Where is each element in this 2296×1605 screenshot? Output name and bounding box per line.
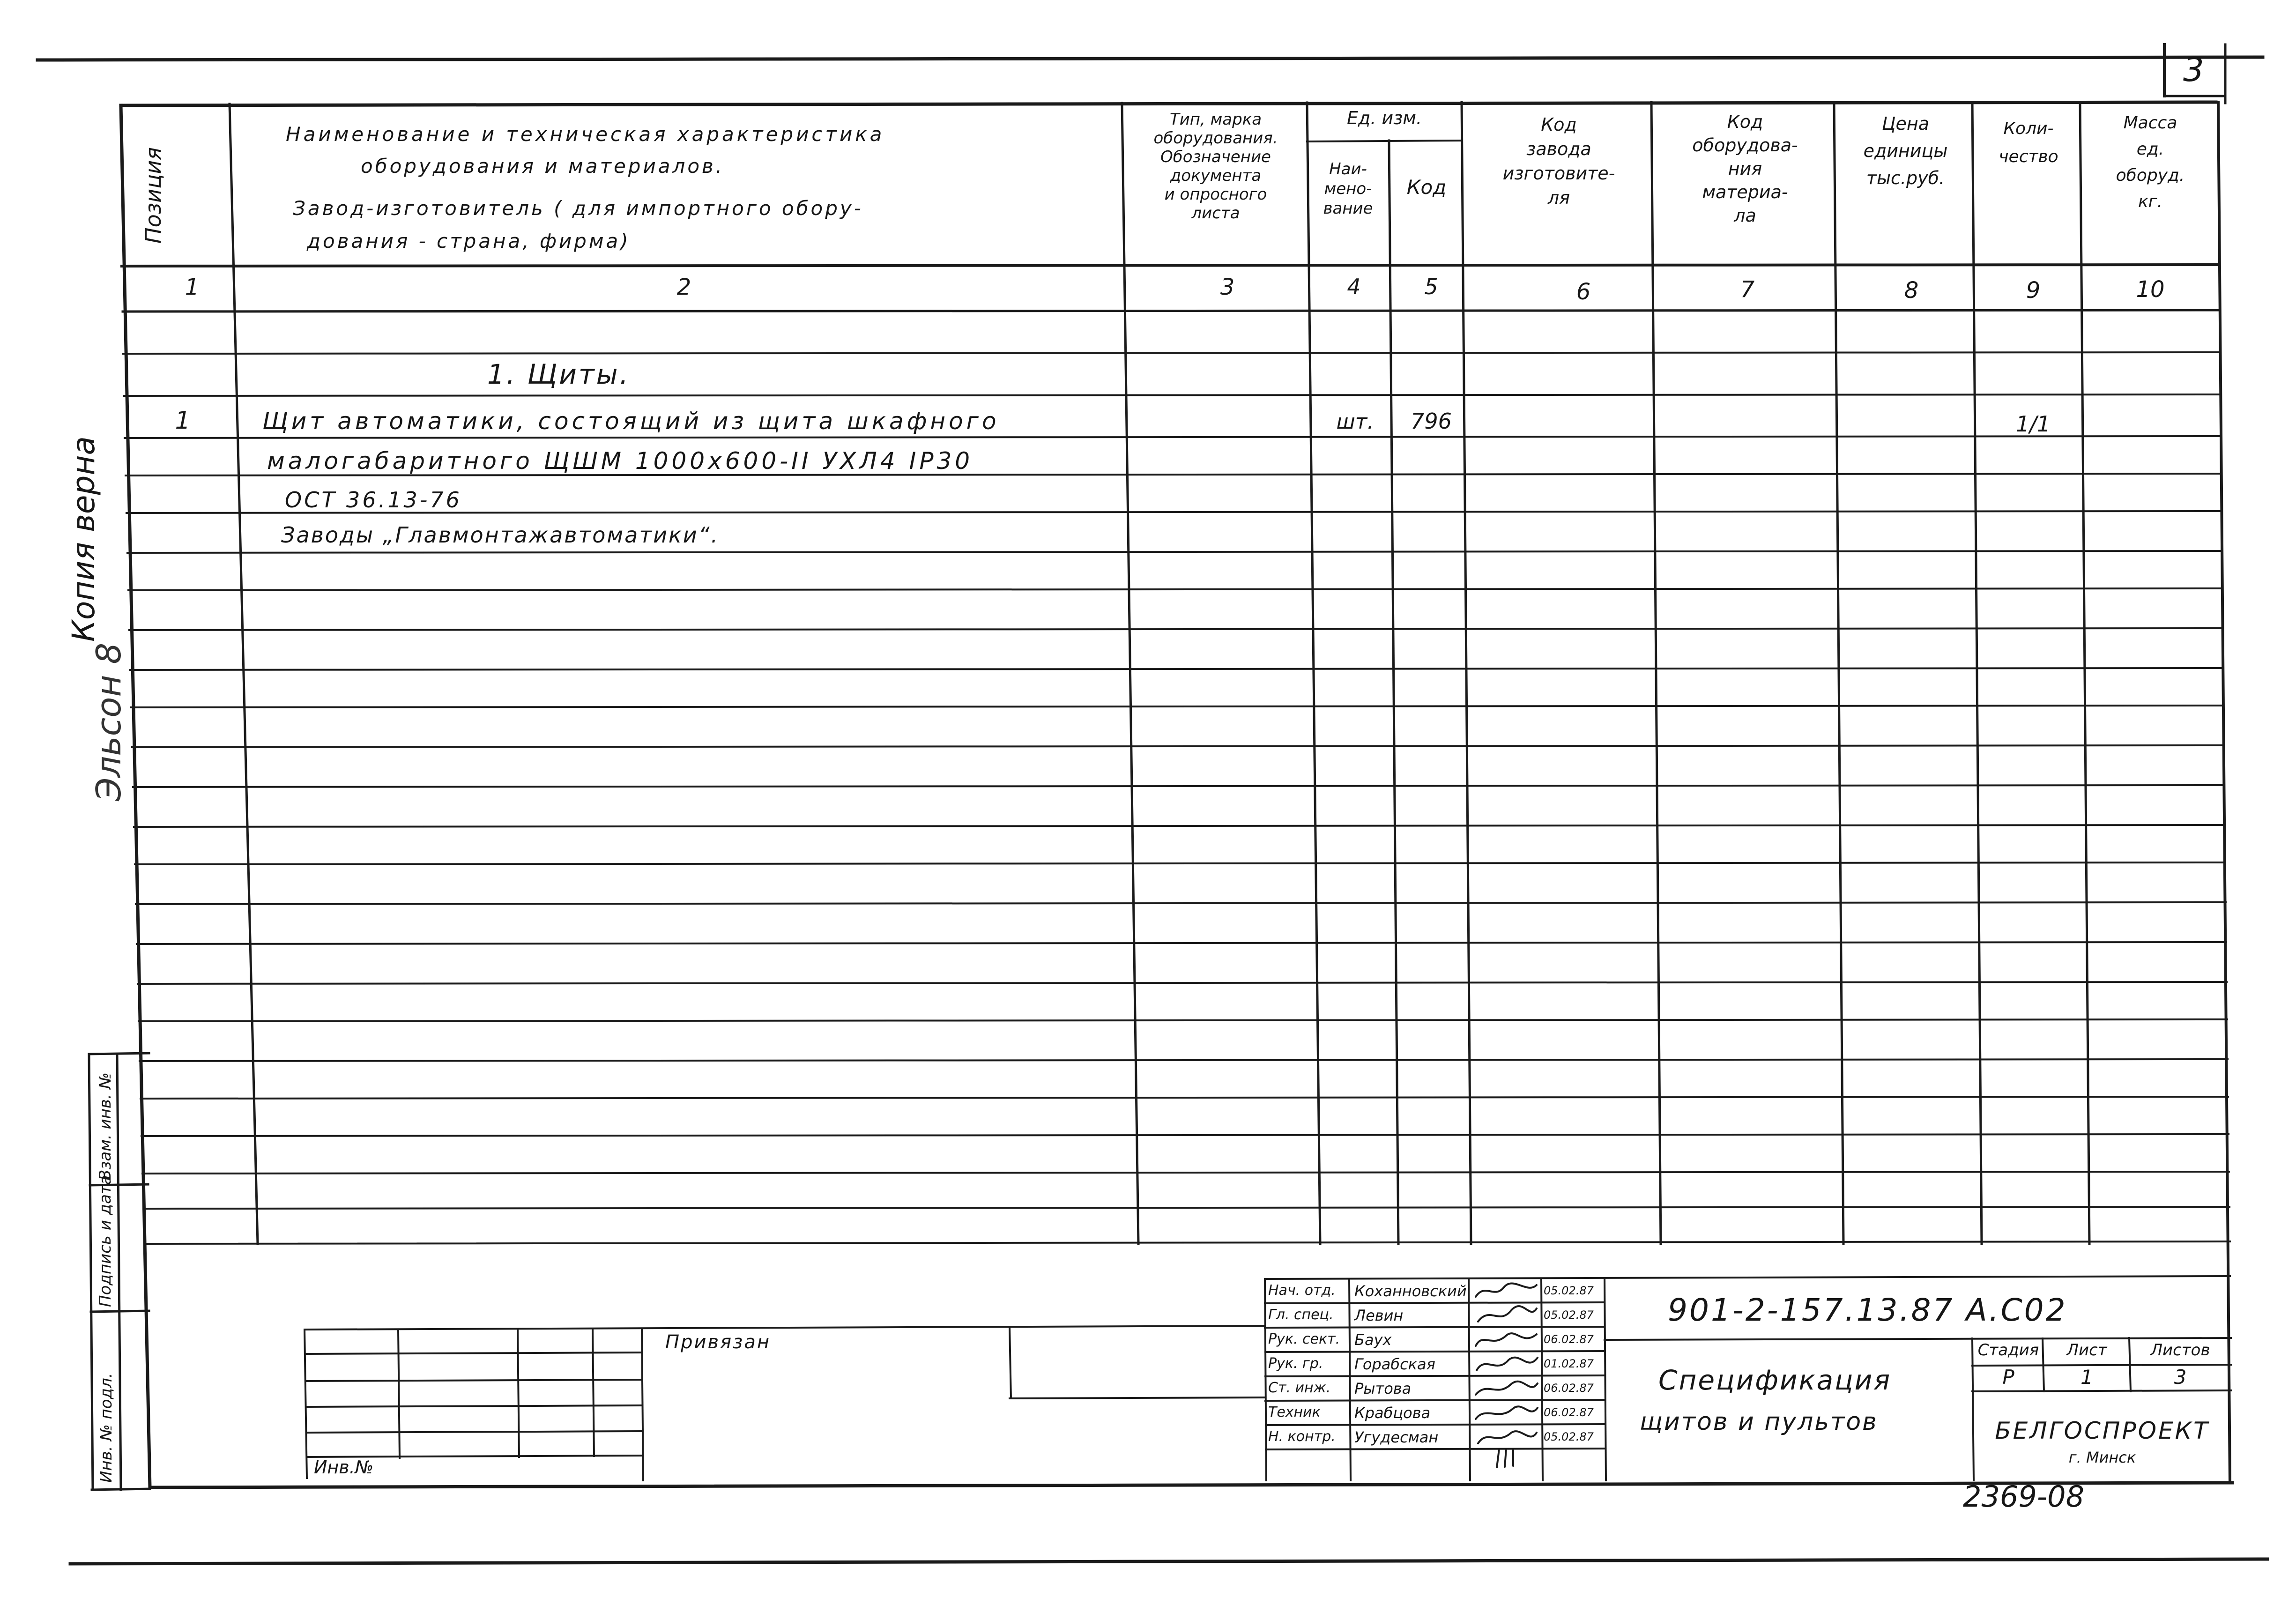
header-price-line: тыс.руб.	[1866, 168, 1945, 188]
role-label: Ст. инж.	[1268, 1380, 1331, 1396]
column-number: 4	[1347, 274, 1361, 299]
header-unit-code: Код	[1406, 176, 1447, 199]
header-plant-code-line: Код	[1541, 114, 1577, 135]
copy-note: Копия верна	[66, 436, 102, 642]
organization-name: БЕЛГОСПРОЕКТ	[1995, 1417, 2210, 1444]
header-unit-name	[1307, 159, 1389, 218]
header-type-line: Обозначение	[1160, 148, 1271, 166]
person-name: Баух	[1354, 1331, 1392, 1349]
header-position: Позиция	[141, 147, 166, 244]
section-title: 1. Щиты.	[487, 358, 630, 390]
column-number: 2	[676, 274, 691, 300]
header-mass-line: ед.	[2136, 140, 2164, 159]
sheet-value: 1	[2081, 1366, 2093, 1389]
item-position: 1	[175, 407, 191, 435]
sign-date: 06.02.87	[1544, 1333, 1594, 1346]
person-name: Левин	[1354, 1307, 1404, 1324]
header-type-line: и опросного	[1164, 185, 1267, 204]
column-number: 5	[1424, 274, 1438, 299]
header-type-line: Тип, марка	[1169, 110, 1262, 129]
header-type-line: листа	[1191, 204, 1240, 223]
header-price	[1836, 110, 1975, 192]
binding-label: Привязан	[665, 1331, 771, 1353]
person-name: Крабцова	[1354, 1404, 1431, 1422]
header-equipment-code	[1654, 110, 1836, 227]
header-type-line: оборудования.	[1153, 129, 1278, 148]
header-equipment-code-line: Код	[1727, 111, 1763, 132]
stamp-vzam: Взам. инв. №	[96, 1072, 115, 1181]
margin-signature: Эльсон 8	[89, 642, 128, 801]
signatures-drawing	[1471, 1280, 1541, 1468]
sheets-value: 3	[2174, 1366, 2187, 1389]
column-number: 1	[185, 274, 200, 300]
sign-date: 06.02.87	[1544, 1406, 1594, 1419]
header-price-line: единицы	[1863, 141, 1948, 161]
sign-date: 05.02.87	[1544, 1308, 1594, 1322]
document-title-line1: Спецификация	[1658, 1364, 1892, 1396]
header-unit-name-line: Наи-	[1329, 160, 1367, 178]
header-name-line3: Завод-изготовитель ( для импортного обору-	[293, 197, 863, 220]
role-label: Техник	[1268, 1404, 1321, 1420]
sign-date: 05.02.87	[1544, 1430, 1594, 1443]
item-line: Щит автоматики, состоящий из щита шкафного	[262, 408, 1000, 435]
item-line: ОСТ 36.13-76	[285, 487, 462, 513]
header-unit-name-line: мено-	[1324, 179, 1372, 198]
header-equipment-code-line: оборудова-	[1692, 135, 1798, 156]
header-quantity-line: Коли-	[2003, 119, 2054, 138]
header-equipment-code-line: ния	[1728, 158, 1762, 179]
header-plant-code-line: ля	[1547, 187, 1570, 208]
column-number: 8	[1904, 277, 1919, 304]
header-plant-code-line: завода	[1526, 139, 1591, 159]
column-number: 10	[2136, 276, 2165, 303]
person-name: Рытова	[1354, 1380, 1412, 1397]
archive-number: 2369-08	[1963, 1479, 2085, 1514]
header-unit-name-line: вание	[1323, 199, 1373, 218]
role-label: Гл. спец.	[1268, 1307, 1334, 1323]
header-mass-line: Масса	[2123, 113, 2177, 133]
header-quantity	[1975, 115, 2082, 171]
person-name: Коханновский	[1354, 1282, 1467, 1300]
stage-header: Стадия	[1977, 1341, 2039, 1360]
sheets-header: Листов	[2150, 1341, 2210, 1360]
stage-value: Р	[2002, 1366, 2014, 1389]
header-mass-line: оборуд.	[2116, 166, 2185, 185]
header-name-line1: Наименование и техническая характеристика	[286, 123, 885, 146]
page-number: 3	[2183, 51, 2204, 89]
organization-city: г. Минск	[2068, 1449, 2136, 1466]
header-quantity-line: чество	[1999, 147, 2058, 166]
header-unit-group: Ед. изм.	[1346, 108, 1422, 128]
header-equipment-code-line: ла	[1734, 205, 1756, 226]
item-quantity: 1/1	[2015, 411, 2051, 437]
header-plant-code	[1464, 112, 1654, 210]
sign-date: 05.02.87	[1544, 1284, 1594, 1297]
header-mass	[2082, 110, 2218, 215]
column-number: 9	[2026, 277, 2041, 304]
item-line: малогабаритного ЩШМ 1000х600-II УХЛ4 IP30	[267, 447, 973, 475]
header-price-line: Цена	[1881, 113, 1929, 134]
document-title-line2: щитов и пультов	[1640, 1408, 1878, 1436]
role-label: Н. контр.	[1268, 1428, 1336, 1445]
person-name: Угудесман	[1354, 1428, 1439, 1446]
item-line: Заводы „Главмонтажавтоматики“.	[281, 522, 720, 548]
sign-date: 01.02.87	[1544, 1357, 1594, 1370]
role-label: Рук. гр.	[1268, 1355, 1323, 1372]
header-type	[1122, 110, 1309, 223]
item-unit-name: шт.	[1336, 410, 1374, 434]
header-plant-code-line: изготовите-	[1502, 163, 1615, 184]
header-equipment-code-line: материа-	[1702, 182, 1788, 202]
document-code: 901-2-157.13.87 А.С02	[1668, 1292, 2067, 1328]
sheet-header: Лист	[2066, 1341, 2107, 1360]
stamp-inv: Инв. № подл.	[97, 1373, 116, 1483]
role-label: Нач. отд.	[1268, 1282, 1336, 1299]
sign-date: 06.02.87	[1544, 1382, 1594, 1395]
item-unit-code: 796	[1411, 409, 1452, 434]
header-name-line2: оборудования и материалов.	[361, 155, 725, 178]
header-name-line4: дования - страна, фирма)	[307, 230, 631, 253]
column-number: 7	[1740, 276, 1755, 303]
header-type-line: документа	[1170, 166, 1262, 185]
role-label: Рук. сект.	[1268, 1331, 1340, 1347]
binding-inv-label: Инв.№	[314, 1457, 374, 1478]
column-number: 3	[1220, 274, 1235, 300]
stamp-podpis: Подпись и дата	[96, 1175, 115, 1307]
header-mass-line: кг.	[2138, 192, 2163, 211]
column-number: 6	[1576, 279, 1591, 305]
person-name: Горабская	[1354, 1355, 1435, 1373]
